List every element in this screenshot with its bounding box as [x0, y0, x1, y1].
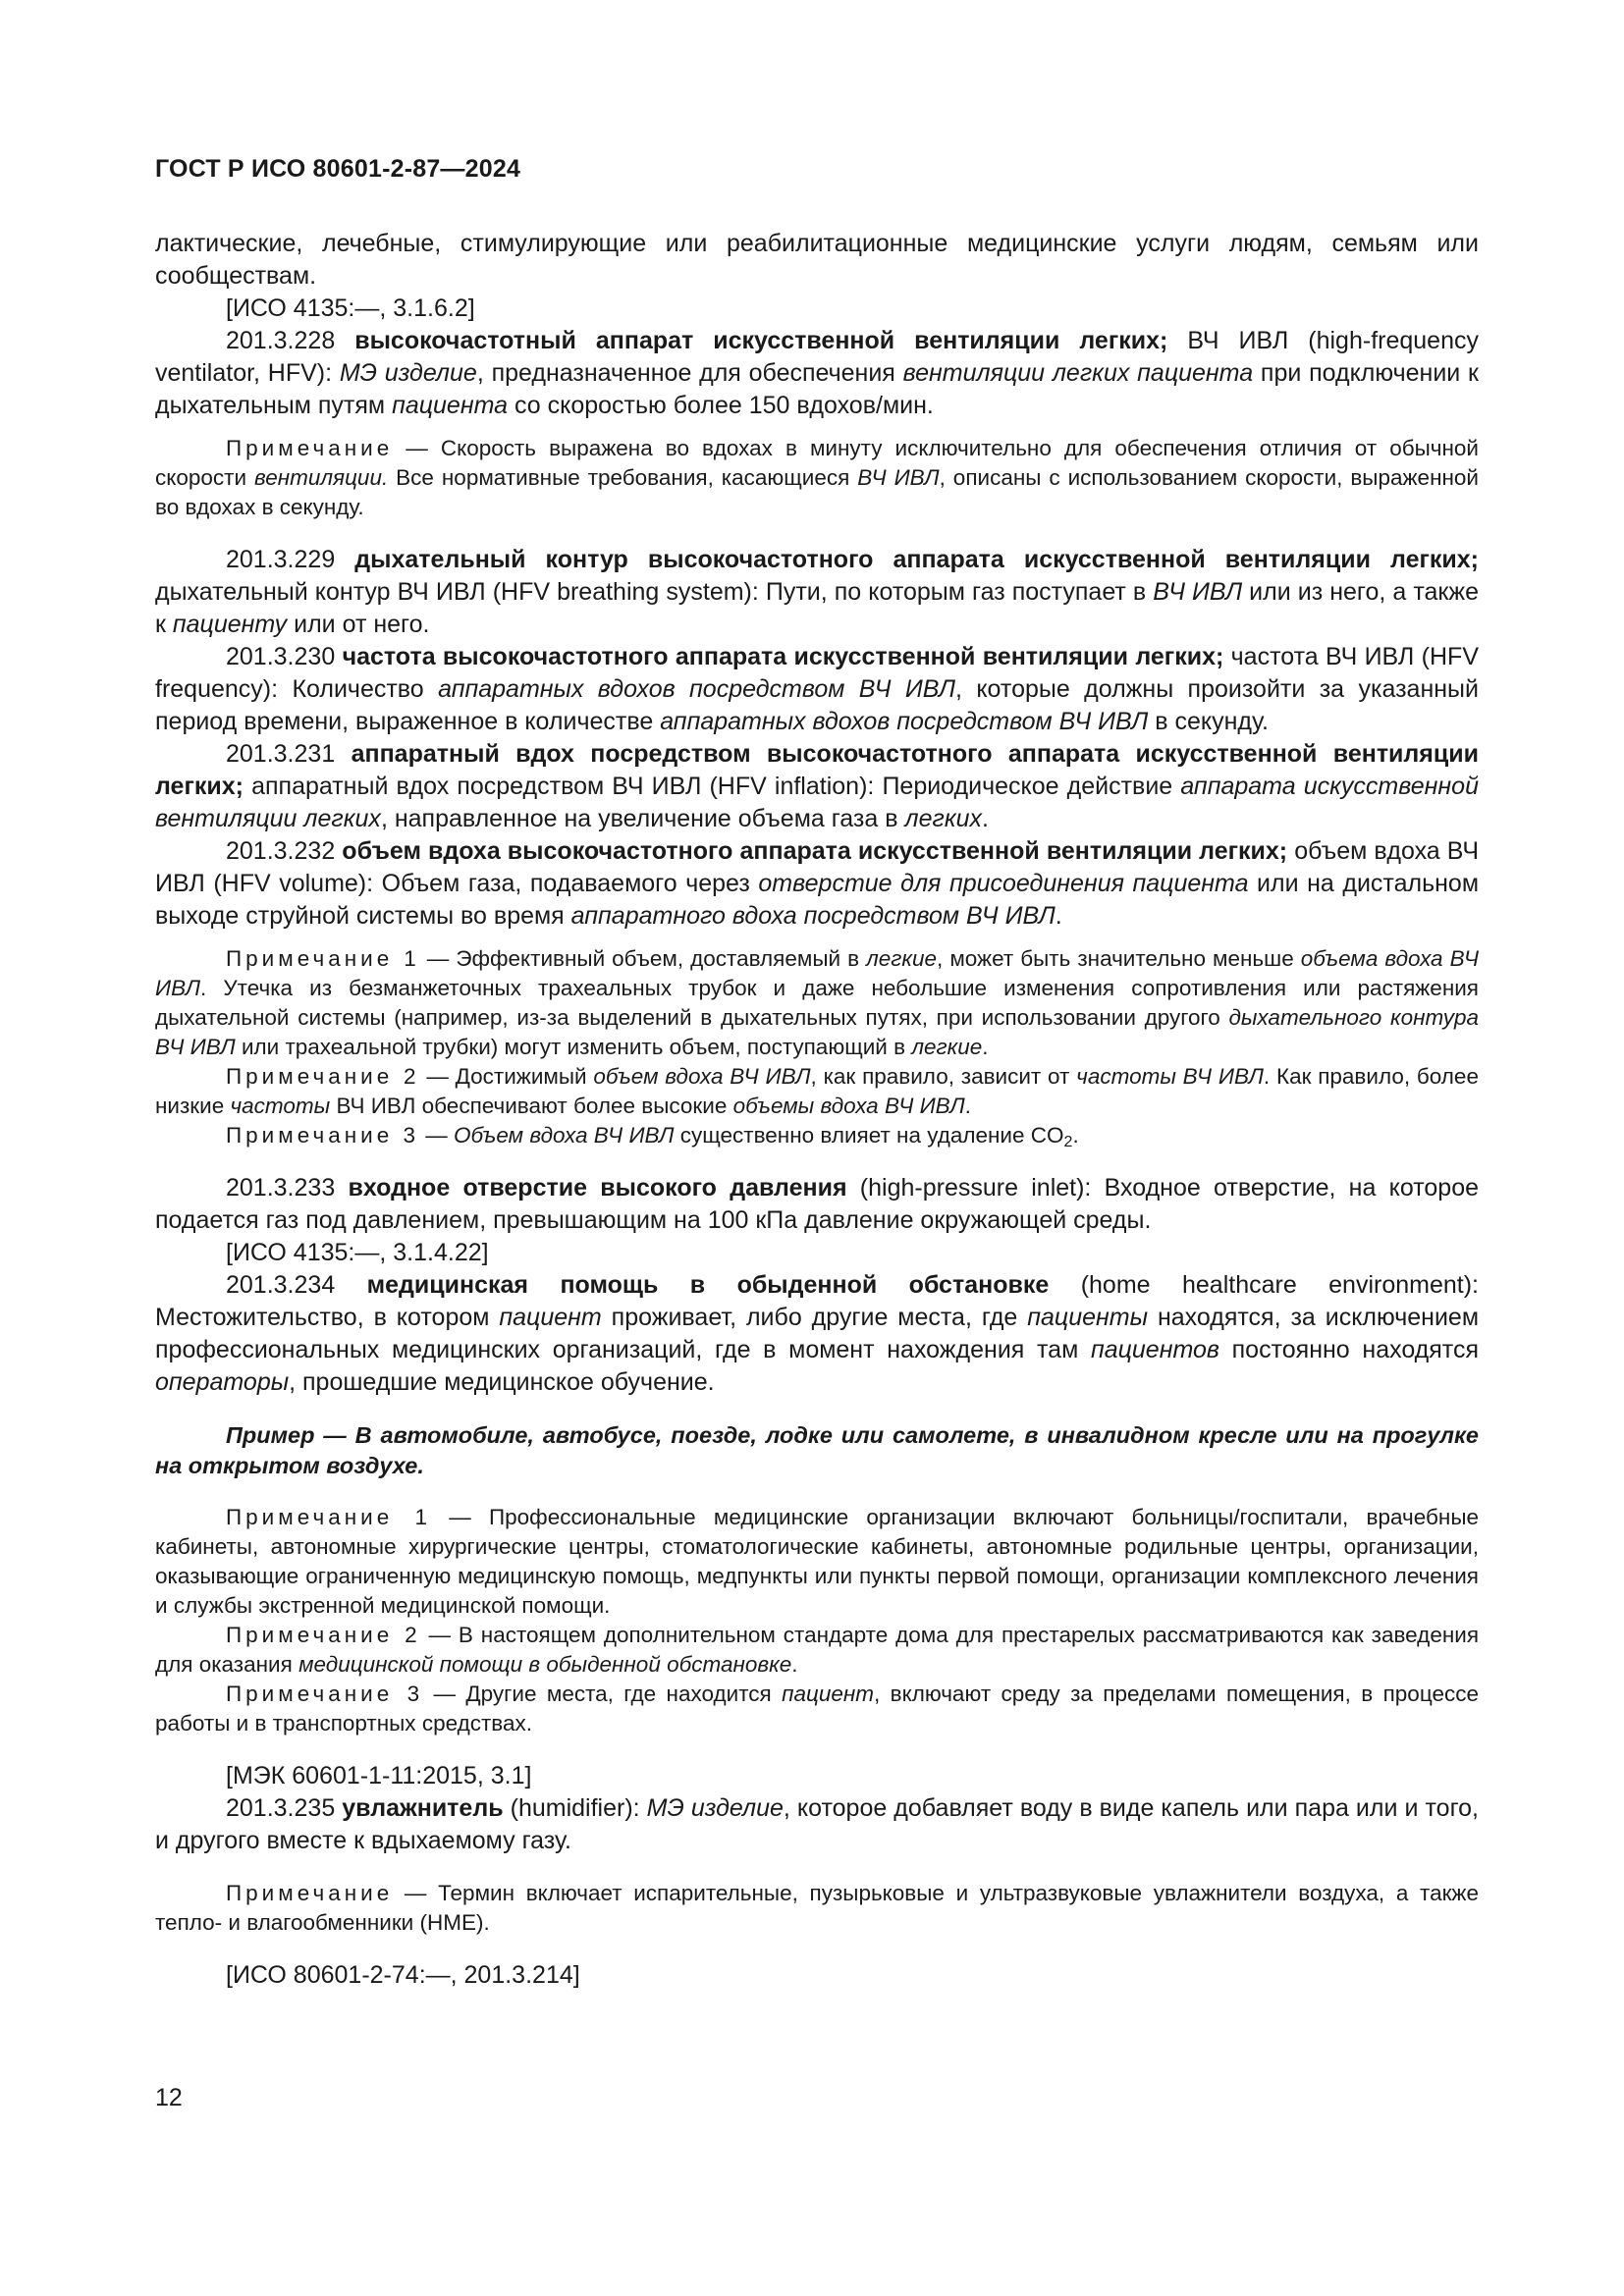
term-title: частота высокочастотного аппарата искусственной вентиляции легких; [342, 643, 1224, 670]
term-title: увлажнитель [342, 1794, 504, 1822]
term-entry-228: 201.3.228 высокочастотный аппарат искусственной вентиляции легких; ВЧ ИВЛ (high-frequency ventilator, HFV): МЭ изделие, предназначенное для обеспечения вентиляции легких пациента при подключении к дыхательным путям пациента со скоростью более 150 вдохов/мин. [155, 327, 1479, 419]
term-number: 201.3.232 [226, 837, 336, 865]
note-label: Примечание 1 [226, 1505, 431, 1529]
term-entry-233: 201.3.233 входное отверстие высокого давления (high-pressure inlet): Входное отверстие, на которое подается газ под давлением, превышающим на 100 кПа давление окружающей среды. [155, 1174, 1480, 1234]
term-entry-231: 201.3.231 аппаратный вдох посредством высокочастотного аппарата искусственной вентиляции легких; аппаратный вдох посредством ВЧ ИВЛ (HFV inflation): Периодическое действие аппарата искусственной вентиляции легких, направленное на увеличение объема газа в легких. [155, 740, 1480, 832]
term-title: медицинская помощь в обыденной обстановке [366, 1271, 1050, 1299]
example: Пример — В автомобиле, автобусе, поезде, лодке или самолете, в инвалидном кресле или на прогулке на открытом воздухе. [155, 1422, 1479, 1478]
note-2: Примечание 2 — Достижимый объем вдоха ВЧ ИВЛ, как правило, зависит от частоты ВЧ ИВЛ. Как правило, более низкие частоты ВЧ ИВЛ обеспечивают более высокие объемы вдоха ВЧ ИВЛ. [155, 1064, 1479, 1118]
term-entry-235: 201.3.235 увлажнитель (humidifier): МЭ изделие, которое добавляет воду в виде капель или пара или и того, и другого вместе к вдыхаемому газу. [155, 1794, 1479, 1854]
note-3: Примечание 3 — Другие места, где находится пациент, включают среду за пределами помещения, в процессе работы и в транспортных средствах. [155, 1682, 1479, 1735]
document-body [155, 228, 1479, 1992]
document-header: ГОСТ Р ИСО 80601-2-87—2024 [155, 155, 521, 183]
term-number: 201.3.231 [226, 740, 336, 768]
note-label: Примечание [226, 1881, 394, 1905]
term-entry-232: 201.3.232 объем вдоха высокочастотного аппарата искусственной вентиляции легких; объем вдоха ВЧ ИВЛ (HFV volume): Объем газа, подаваемого через отверстие для присоединения пациента или на дистальном выходе струйной системы во время аппаратного вдоха посредством ВЧ ИВЛ. [155, 837, 1480, 930]
source-reference: [ИСО 4135:—, 3.1.6.2] [226, 294, 475, 322]
term-title: дыхательный контур высокочастотного аппарата искусственной вентиляции легких; [354, 546, 1480, 573]
term-number: 201.3.228 [226, 327, 336, 354]
term-title: объем вдоха высокочастотного аппарата искусственной вентиляции легких; [342, 837, 1288, 865]
note: Примечание — Термин включает испарительные, пузырьковые и ультразвуковые увлажнители воздуха, а также тепло- и влагообменники (HME). [155, 1881, 1479, 1935]
source-reference: [МЭК 60601-1-11:2015, 3.1] [226, 1762, 532, 1789]
note-label: Примечание 3 [226, 1682, 424, 1706]
source-reference: [ИСО 4135:—, 3.1.4.22] [226, 1239, 489, 1266]
term-title: входное отверстие высокого давления [348, 1174, 847, 1201]
term-title: высокочастотный аппарат искусственной вентиляции легких; [354, 327, 1168, 354]
term-number: 201.3.229 [226, 546, 336, 573]
term-title: аппаратный вдох посредством высокочастотного аппарата искусственной вентиляции легких; [155, 740, 1480, 800]
term-number: 201.3.234 [226, 1271, 336, 1299]
note-1: Примечание 1 — Профессиональные медицинские организации включают больницы/госпитали, врачебные кабинеты, автономные хирургические центры, стоматологические кабинеты, автономные родильные центры, организации, оказывающие ограниченную медицинскую помощь, медпункты или пункты первой помощи, организации комплексного лечения и службы экстренной медицинской помощи. [155, 1505, 1480, 1618]
term-entry-229: 201.3.229 дыхательный контур высокочастотного аппарата искусственной вентиляции легких; дыхательный контур ВЧ ИВЛ (HFV breathing system): Пути, по которым газ поступает в ВЧ ИВЛ или из него, а также к пациенту или от него. [155, 546, 1480, 638]
term-number: 201.3.233 [226, 1174, 336, 1201]
note-label: Примечание 2 [226, 1623, 421, 1647]
term-number: 201.3.230 [226, 643, 336, 670]
source-reference: [ИСО 80601-2-74:—, 201.3.214] [226, 1961, 580, 1989]
continued-paragraph: лактические, лечебные, стимулирующие или реабилитационные медицинские услуги людям, семьям или сообществам. [155, 230, 1479, 290]
note-1: Примечание 1 — Эффективный объем, доставляемый в легкие, может быть значительно меньше объема вдоха ВЧ ИВЛ. Утечка из безманжеточных трахеальных трубок и даже небольшие изменения сопротивления или растяжения дыхательной системы (например, из-за выделений в дыхательных путях, при использовании другого дыхательного контура ВЧ ИВЛ или трахеальной трубки) могут изменить объем, поступающий в легкие. [155, 946, 1479, 1059]
note-label: Примечание [226, 436, 394, 460]
note-2: Примечание 2 — В настоящем дополнительном стандарте дома для престарелых рассматриваются как заведения для оказания медицинской помощи в обыденной обстановке. [155, 1623, 1480, 1677]
note-label: Примечание 1 [226, 946, 420, 971]
page-number: 12 [155, 2084, 183, 2111]
term-number: 201.3.235 [226, 1794, 336, 1822]
note-label: Примечание 3 [226, 1123, 419, 1148]
term-entry-234: 201.3.234 медицинская помощь в обыденной обстановке (home healthcare environment): Местожительство, в котором пациент проживает, либо другие места, где пациенты находятся, за исключением профессиональных медицинских организаций, где в момент нахождения там пациентов постоянно находятся операторы, прошедшие медицинское обучение. [155, 1271, 1480, 1396]
term-entry-230: 201.3.230 частота высокочастотного аппарата искусственной вентиляции легких; частота ВЧ ИВЛ (HFV frequency): Количество аппаратных вдохов посредством ВЧ ИВЛ, которые должны произойти за указанный период времени, выраженное в количестве аппаратных вдохов посредством ВЧ ИВЛ в секунду. [155, 643, 1479, 735]
note-label: Примечание 2 [226, 1064, 420, 1089]
note: Примечание — Скорость выражена во вдохах в минуту исключительно для обеспечения отличия от обычной скорости вентиляции. Все нормативные требования, касающиеся ВЧ ИВЛ, описаны с использованием скорости, выраженной во вдохах в секунду. [155, 436, 1480, 519]
note-3: Примечание 3 — Объем вдоха ВЧ ИВЛ существенно влияет на удаление $CO_2$. [226, 1123, 1079, 1150]
